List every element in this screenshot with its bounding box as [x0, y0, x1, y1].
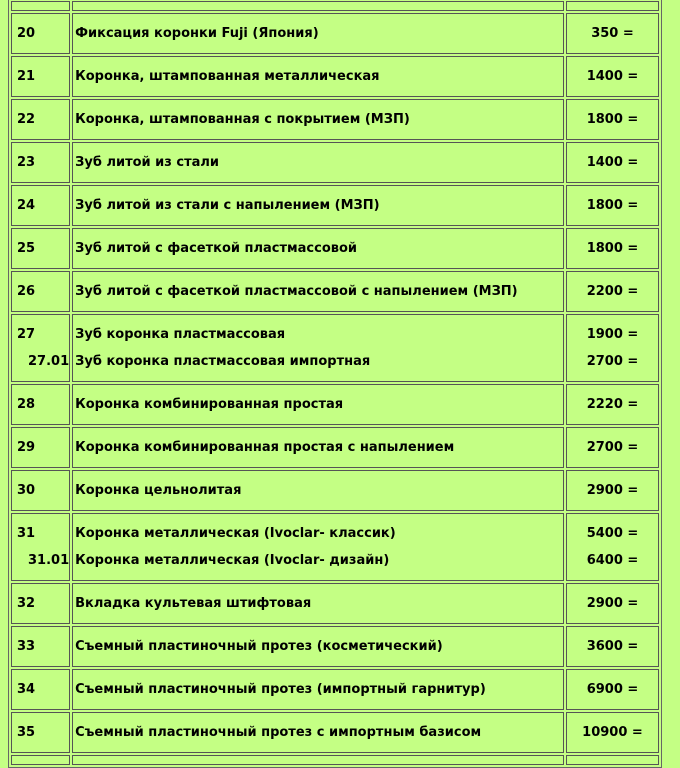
num-cell: [11, 626, 70, 667]
item-number: 27: [17, 327, 36, 342]
table-row: [11, 427, 659, 468]
item-price: 2700 =: [586, 440, 639, 455]
item-subnumber: 27.01: [28, 354, 70, 369]
price-cell: [566, 384, 659, 425]
item-number: 30: [17, 483, 36, 498]
table-row: [11, 228, 659, 269]
name-cell: [72, 1, 564, 11]
num-cell: [11, 583, 70, 624]
item-price: 2200 =: [586, 284, 639, 299]
table-row: [11, 142, 659, 183]
price-cell: [566, 228, 659, 269]
item-name: Фиксация коронки Fuji (Япония): [75, 26, 319, 41]
price-cell: [566, 669, 659, 710]
price-cell: [566, 712, 659, 753]
item-number: 26: [17, 284, 36, 299]
name-cell: [72, 583, 564, 624]
table-row: [11, 271, 659, 312]
item-subnumber: 31.01: [28, 553, 70, 568]
price-cell: [566, 583, 659, 624]
table-row: [11, 583, 659, 624]
item-name: Зуб коронка пластмассовая импортная: [75, 354, 371, 369]
item-number: 25: [17, 241, 36, 256]
item-number: 20: [17, 26, 36, 41]
name-cell: [72, 13, 564, 54]
item-name: Вкладка культевая штифтовая: [75, 596, 312, 611]
price-table-body: [11, 1, 659, 765]
item-price: 2900 =: [586, 483, 639, 498]
price-cell: [566, 56, 659, 97]
table-row-partial: [11, 755, 659, 765]
name-cell: [72, 626, 564, 667]
price-cell: [566, 1, 659, 11]
price-cell: [566, 626, 659, 667]
table-row: [11, 99, 659, 140]
item-price: 10900 =: [582, 725, 643, 740]
name-cell: [72, 314, 564, 382]
num-cell: [11, 271, 70, 312]
table-row: [11, 626, 659, 667]
item-number: 23: [17, 155, 36, 170]
table-row-partial: [11, 1, 659, 11]
item-name: Коронка, штампованная металлическая: [75, 69, 380, 84]
item-price: 5400 =: [586, 526, 639, 541]
item-name: Зуб литой из стали: [75, 155, 220, 170]
table-row: [11, 669, 659, 710]
name-cell: [72, 513, 564, 581]
item-price: 3600 =: [586, 639, 639, 654]
item-name: Коронка металлическая (Ivoclar- классик): [75, 526, 396, 541]
item-number: 34: [17, 682, 36, 697]
num-cell: [11, 185, 70, 226]
item-number: 33: [17, 639, 36, 654]
num-cell: [11, 56, 70, 97]
item-number: 24: [17, 198, 36, 213]
num-cell: [11, 513, 70, 581]
name-cell: [72, 470, 564, 511]
price-table: [8, 0, 662, 768]
item-price: 1400 =: [586, 69, 639, 84]
item-number: 21: [17, 69, 36, 84]
item-number: 29: [17, 440, 36, 455]
item-price: 6400 =: [586, 553, 639, 568]
item-price: 2220 =: [586, 397, 639, 412]
num-cell: [11, 228, 70, 269]
name-cell: [72, 755, 564, 765]
num-cell: [11, 13, 70, 54]
item-price: 1900 =: [586, 327, 639, 342]
item-name: Коронка комбинированная простая с напылением: [75, 440, 455, 455]
name-cell: [72, 228, 564, 269]
price-cell: [566, 513, 659, 581]
num-cell: [11, 314, 70, 382]
table-row: [11, 384, 659, 425]
item-name: Коронка металлическая (Ivoclar- дизайн): [75, 553, 390, 568]
num-cell: [11, 669, 70, 710]
price-cell: [566, 755, 659, 765]
table-row: [11, 13, 659, 54]
num-cell: [11, 142, 70, 183]
price-cell: [566, 99, 659, 140]
item-price: 6900 =: [586, 682, 639, 697]
name-cell: [72, 427, 564, 468]
item-name: Зуб литой из стали с напылением (МЗП): [75, 198, 380, 213]
price-cell: [566, 185, 659, 226]
price-cell: [566, 314, 659, 382]
item-number: 22: [17, 112, 36, 127]
name-cell: [72, 271, 564, 312]
name-cell: [72, 142, 564, 183]
name-cell: [72, 99, 564, 140]
item-name: Съемный пластиночный протез с импортным базисом: [75, 725, 482, 740]
name-cell: [72, 669, 564, 710]
num-cell: [11, 427, 70, 468]
item-price: 2700 =: [586, 354, 639, 369]
item-name: Коронка комбинированная простая: [75, 397, 344, 412]
item-name: Съемный пластиночный протез (импортный гарнитур): [75, 682, 486, 697]
table-row: [11, 470, 659, 511]
item-price: 1400 =: [586, 155, 639, 170]
item-name: Зуб литой с фасеткой пластмассовой: [75, 241, 358, 256]
price-cell: [566, 13, 659, 54]
table-row: [11, 314, 659, 382]
table-row: [11, 185, 659, 226]
table-row: [11, 513, 659, 581]
item-price: 350 =: [591, 26, 634, 41]
num-cell: [11, 1, 70, 11]
item-price: 1800 =: [586, 198, 639, 213]
table-row: [11, 56, 659, 97]
name-cell: [72, 185, 564, 226]
price-cell: [566, 142, 659, 183]
item-number: 28: [17, 397, 36, 412]
table-row: [11, 712, 659, 753]
item-price: 2900 =: [586, 596, 639, 611]
num-cell: [11, 384, 70, 425]
num-cell: [11, 99, 70, 140]
name-cell: [72, 384, 564, 425]
item-name: Съемный пластиночный протез (косметический): [75, 639, 443, 654]
name-cell: [72, 56, 564, 97]
item-number: 31: [17, 526, 36, 541]
item-name: Зуб литой с фасеткой пластмассовой с напылением (МЗП): [75, 284, 518, 299]
item-price: 1800 =: [586, 241, 639, 256]
item-number: 35: [17, 725, 36, 740]
price-cell: [566, 271, 659, 312]
item-name: Зуб коронка пластмассовая: [75, 327, 286, 342]
name-cell: [72, 712, 564, 753]
price-cell: [566, 470, 659, 511]
item-name: Коронка цельнолитая: [75, 483, 242, 498]
item-price: 1800 =: [586, 112, 639, 127]
item-number: 32: [17, 596, 36, 611]
item-name: Коронка, штампованная с покрытием (МЗП): [75, 112, 410, 127]
num-cell: [11, 470, 70, 511]
price-cell: [566, 427, 659, 468]
num-cell: [11, 712, 70, 753]
num-cell: [11, 755, 70, 765]
